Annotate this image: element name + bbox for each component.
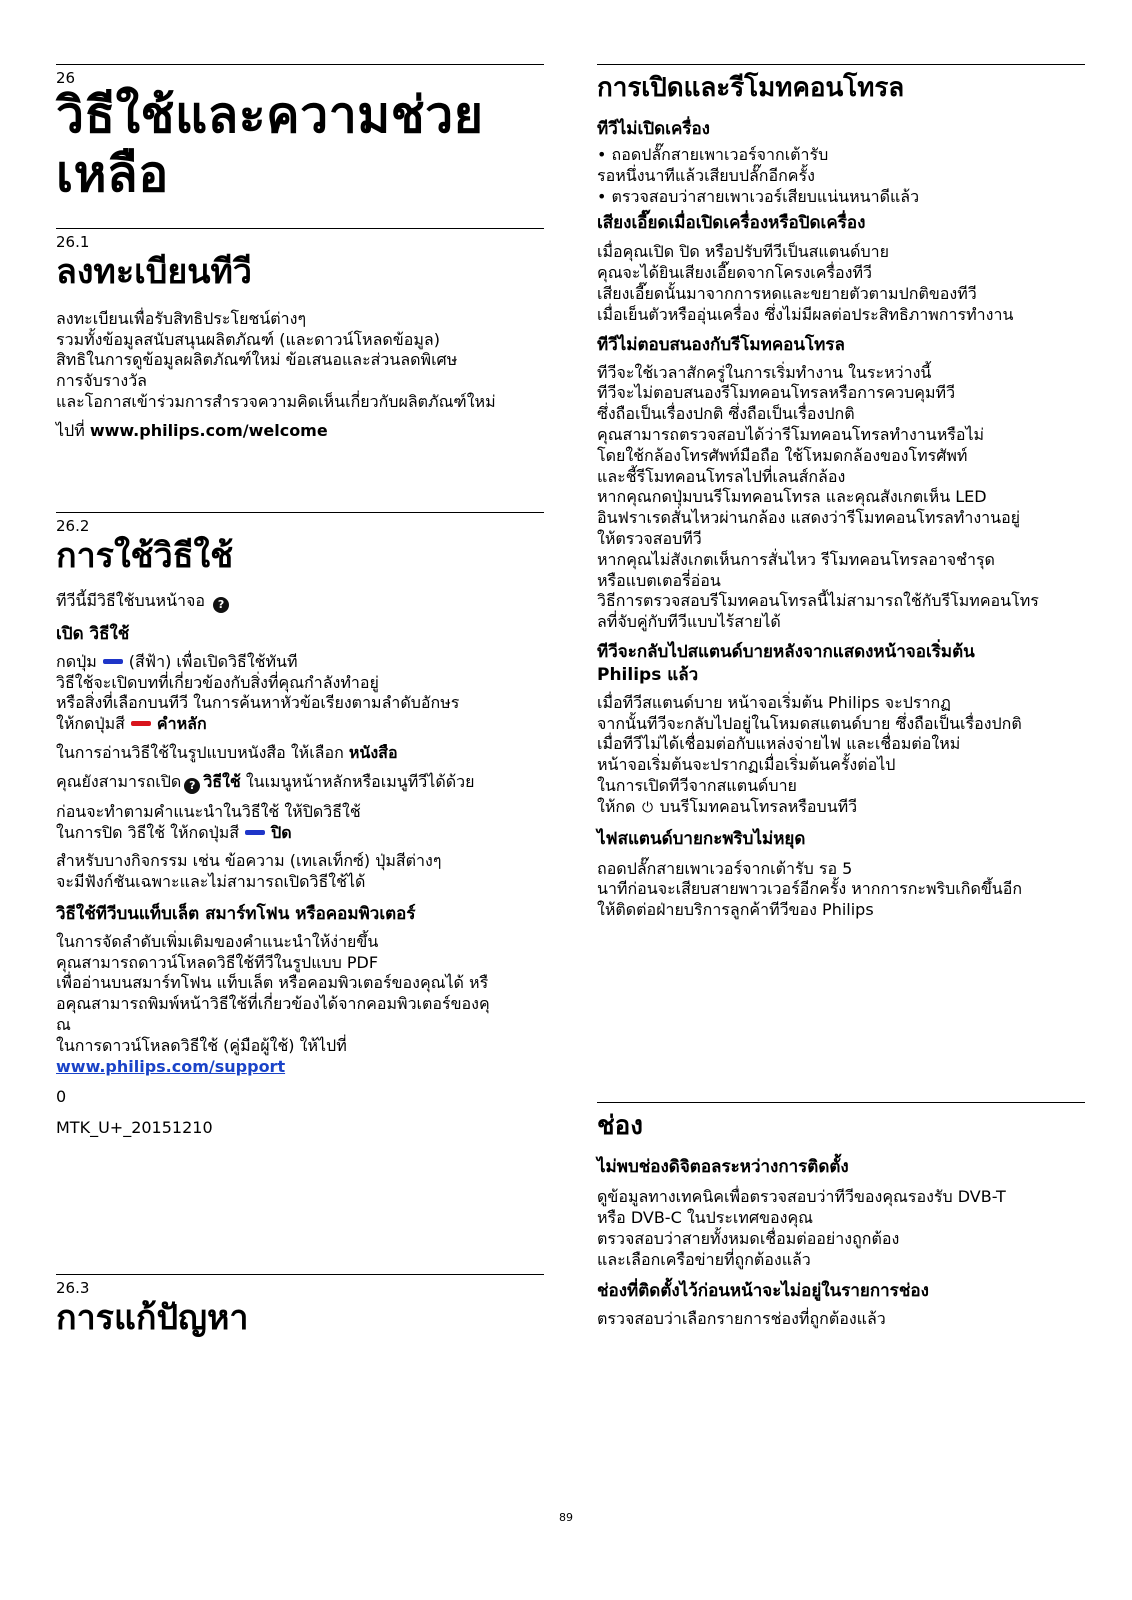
tablet-heading: วิธีใช้ทีวีบนแท็บเล็ต สมาร์ทโฟน หรือคอมพิวเตอร์ bbox=[56, 903, 416, 924]
section-number: 26.3 bbox=[56, 1279, 90, 1297]
version-text: MTK_U+_20151210 bbox=[56, 1118, 213, 1138]
text-line bbox=[56, 652, 544, 673]
channels-missing-heading: ช่องที่ติดตั้งไว้ก่อนหน้าจะไม่อยู่ในรายการช่อง bbox=[597, 1281, 929, 1302]
text-line: ให้ตรวจสอบทีวี bbox=[597, 528, 702, 548]
help-question-icon: ? bbox=[213, 597, 229, 613]
creak-heading: เสียงเอี๊ยดเมื่อเปิดเครื่องหรือปิดเครื่อง bbox=[597, 212, 866, 233]
text-line: ก่อนจะทำตามคำแนะนำในวิธีใช้ ให้ปิดวิธีใช้ bbox=[56, 801, 361, 821]
close-label: ปิด bbox=[271, 822, 292, 842]
divider bbox=[597, 64, 1085, 65]
text-line: หากคุณไม่สังเกตเห็นการสั่นไหว รีโมทคอนโทรลอาจชำรุด bbox=[597, 549, 995, 569]
remote-no-response-heading: ทีวีไม่ตอบสนองกับรีโมทคอนโทรล bbox=[597, 334, 845, 355]
text-line: ถอดปลั๊กสายเพาเวอร์จากเต้ารับ รอ 5 bbox=[597, 858, 853, 878]
text-line: เพื่ออ่านบนสมาร์ทโฟน แท็บเล็ต หรือคอมพิวเตอร์ของคุณได้ หรื bbox=[56, 973, 489, 993]
book-line bbox=[56, 743, 544, 764]
text: ในเมนูหน้าหลักหรือเมนูทีวีได้ด้วย bbox=[240, 771, 475, 791]
register-paragraph bbox=[56, 309, 544, 413]
standby-blink-heading: ไฟสแตนด์บายกะพริบไม่หยุด bbox=[597, 828, 806, 849]
standby-blink-paragraph bbox=[597, 859, 1085, 921]
text-line: นาทีก่อนจะเสียบสายพาวเวอร์อีกครั้ง หากการกะพริบเกิดขึ้นอีก bbox=[597, 879, 1023, 899]
text-line: ลงทะเบียนเพื่อรับสิทธิประโยชน์ต่างๆ bbox=[56, 308, 307, 328]
text-line: และเลือกเครือข่ายที่ถูกต้องแล้ว bbox=[597, 1249, 811, 1269]
section-title: การใช้วิธีใช้ bbox=[56, 536, 234, 576]
channels-section bbox=[597, 1102, 1085, 1330]
text-line: หรือสิ่งที่เลือกบนทีวี ในการค้นหาหัวข้อเรียงตามลำดับอักษร bbox=[56, 693, 460, 713]
text-line: และโอกาสเข้าร่วมการสำรวจความคิดเห็นเกี่ยวกับผลิตภัณฑ์ใหม่ bbox=[56, 391, 496, 411]
text: (สีฟ้า) เพื่อเปิดวิธีใช้ทันที bbox=[128, 651, 298, 671]
remote-no-response-paragraph bbox=[597, 363, 1085, 633]
text-line: การจับรางวัล bbox=[56, 371, 147, 391]
support-link[interactable]: www.philips.com/support bbox=[56, 1056, 286, 1076]
text-line: ทีวีจะไม่ตอบสนองรีโมทคอนโทรลหรือการควบคุมทีวี bbox=[597, 383, 956, 403]
text-line: ลที่จับคู่กับทีวีแบบไร้สายได้ bbox=[597, 612, 781, 632]
text-line: จากนั้นทีวีจะกลับไปอยู่ในโหมดสแตนด์บาย ซึ่งถือเป็นเรื่องปกติ bbox=[597, 713, 1022, 733]
text-line: ซึ่งถือเป็นเรื่องปกติ ซึ่งถือเป็นเรื่องปกติ bbox=[597, 404, 855, 424]
channels-section-title: ช่อง bbox=[597, 1111, 643, 1141]
text-line: วิธีการตรวจสอบรีโมทคอนโทรลนี้ไม่สามารถใช้กับรีโมทคอนโทร bbox=[597, 591, 1039, 611]
text-line: จะมีฟังก์ชันเฉพาะและไม่สามารถเปิดวิธีใช้ได้ bbox=[56, 872, 366, 892]
text-line: ทีวีจะใช้เวลาสักครู่ในการเริ่มทำงาน ในระหว่างนี้ bbox=[597, 362, 932, 382]
no-digital-paragraph bbox=[597, 1187, 1085, 1270]
text-line: ตรวจสอบว่าสายทั้งหมดเชื่อมต่ออย่างถูกต้อง bbox=[597, 1228, 900, 1248]
blue-key-icon bbox=[103, 659, 123, 664]
text-line: รอหนึ่งนาทีแล้วเสียบปลั๊กอีกครั้ง bbox=[597, 165, 815, 185]
text: กดปุ่ม bbox=[56, 651, 97, 671]
text-line: และชี้รีโมทคอนโทรลไปที่เลนส์กล้อง bbox=[597, 466, 846, 486]
intro-line bbox=[56, 591, 544, 613]
standby-after-logo-heading bbox=[597, 641, 1085, 687]
section-number: 26.2 bbox=[56, 517, 90, 535]
remote-section bbox=[597, 64, 1085, 921]
chapter-title-line: เหลือ bbox=[56, 145, 169, 203]
text-line: วิธีใช้จะเปิดบทที่เกี่ยวข้องกับสิ่งที่คุณกำลังทำอยู่ bbox=[56, 672, 379, 692]
zero-text: 0 bbox=[56, 1087, 67, 1107]
text-line: ในการเปิดทีวีจากสแตนด์บาย bbox=[597, 776, 797, 795]
page-number: 89 bbox=[559, 1511, 573, 1524]
text-line: คุณจะได้ยินเสียงเอี๊ยดจากโครงเครื่องทีวี bbox=[597, 263, 872, 283]
section-title: ลงทะเบียนทีวี bbox=[56, 252, 252, 292]
no-digital-heading: ไม่พบช่องดิจิตอลระหว่างการติดตั้ง bbox=[597, 1157, 849, 1178]
open-help-paragraph bbox=[56, 652, 544, 735]
text: ในการปิด วิธีใช้ ให้กดปุ่มสี bbox=[56, 822, 240, 842]
power-icon: ⏻ bbox=[641, 799, 654, 816]
text-line: ให้ติดต่อฝ่ายบริการลูกค้าทีวีของ Philips bbox=[597, 900, 874, 920]
text: ในการอ่านวิธีใช้ในรูปแบบหนังสือ ให้เลือก bbox=[56, 742, 349, 762]
divider bbox=[56, 64, 544, 65]
text-line: • ตรวจสอบว่าสายเพาเวอร์เสียบแน่นหนาดีแล้ว bbox=[597, 186, 920, 206]
text: บนรีโมทคอนโทรลหรือบนทีวี bbox=[659, 796, 858, 816]
chapter-title-line: วิธีใช้และความช่วย bbox=[56, 86, 484, 144]
text-line: ในการจัดลำดับเพิ่มเติมของคำแนะนำให้ง่ายขึ้น bbox=[56, 931, 379, 951]
text-line: เมื่อทีวีสแตนด์บาย หน้าจอเริ่มต้น Philips จะปรากฏ bbox=[597, 692, 951, 712]
tv-no-power-heading: ทีวีไม่เปิดเครื่อง bbox=[597, 119, 710, 140]
heading-line: ทีวีจะกลับไปสแตนด์บายหลังจากแสดงหน้าจอเริ่มต้น bbox=[597, 641, 975, 662]
text-line: อคุณสามารถพิมพ์หน้าวิธีใช้ที่เกี่ยวข้องได้จากคอมพิวเตอร์ของคุ bbox=[56, 994, 490, 1014]
remote-section-title: การเปิดและรีโมทคอนโทรล bbox=[597, 73, 905, 103]
color-keys-note bbox=[56, 851, 544, 893]
help-label: วิธีใช้ bbox=[203, 771, 241, 791]
text-line: สิทธิในการดูข้อมูลผลิตภัณฑ์ใหม่ ข้อเสนอและส่วนลดพิเศษ bbox=[56, 350, 458, 370]
standby-after-logo-paragraph bbox=[597, 693, 1085, 818]
text-line bbox=[56, 823, 544, 844]
text-line: เมื่อทีวีไม่ได้เชื่อมต่อกับแหล่งจ่ายไฟ และเชื่อมต่อใหม่ bbox=[597, 734, 961, 754]
text-line: หรือแบตเตอรี่อ่อน bbox=[597, 570, 721, 590]
text-line: หน้าจอเริ่มต้นจะปรากฏเมื่อเริ่มต้นครั้งต่อไป bbox=[597, 755, 896, 775]
text-line: คุณสามารถดาวน์โหลดวิธีใช้ทีวีในรูปแบบ PDF bbox=[56, 952, 379, 972]
text: ให้กด bbox=[597, 796, 636, 816]
text-line: คุณสามารถตรวจสอบได้ว่ารีโมทคอนโทรลทำงานหรือไม่ bbox=[597, 424, 985, 444]
tv-no-power-paragraph bbox=[597, 145, 1085, 207]
section-26-3 bbox=[56, 1274, 544, 1339]
welcome-url[interactable]: www.philips.com/welcome bbox=[89, 420, 328, 440]
close-help-paragraph bbox=[56, 802, 544, 844]
text-line bbox=[56, 714, 544, 735]
text-line: สำหรับบางกิจกรรม เช่น ข้อความ (เทเลเท็กซ์) ปุ่มสีต่างๆ bbox=[56, 851, 442, 871]
section-number: 26.1 bbox=[56, 233, 90, 251]
chapter-number: 26 bbox=[56, 69, 76, 87]
text-line: เมื่อเย็นตัวหรืออุ่นเครื่อง ซึ่งไม่มีผลต่อประสิทธิภาพการทำงาน bbox=[597, 304, 1014, 324]
text: ให้กดปุ่มสี bbox=[56, 714, 125, 734]
text-line: ดูข้อมูลทางเทคนิคเพื่อตรวจสอบว่าทีวีของคุณรองรับ DVB-T bbox=[597, 1187, 1006, 1207]
divider bbox=[56, 228, 544, 229]
text: คุณยังสามารถเปิด bbox=[56, 771, 182, 791]
divider bbox=[56, 1274, 544, 1275]
text-line: เสียงเอี๊ยดนั้นมาจากการหดและขยายตัวตามปกติของทีวี bbox=[597, 284, 977, 304]
text-line: เมื่อคุณเปิด ปิด หรือปรับทีวีเป็นสแตนด์บาย bbox=[597, 242, 889, 262]
text-line: • ถอดปลั๊กสายเพาเวอร์จากเต้ารับ bbox=[597, 145, 829, 165]
keywords-label: คำหลัก bbox=[156, 714, 207, 734]
text-line: หรือ DVB-C ในประเทศของคุณ bbox=[597, 1207, 813, 1227]
divider bbox=[56, 512, 544, 513]
text-line: ณ bbox=[56, 1015, 71, 1035]
creak-paragraph bbox=[597, 242, 1085, 325]
section-26-1 bbox=[56, 228, 544, 442]
section-title: การแก้ปัญหา bbox=[56, 1298, 249, 1338]
intro-text: ทีวีนี้มีวิธีใช้บนหน้าจอ bbox=[56, 590, 205, 610]
text-line bbox=[597, 797, 1085, 818]
goto-welcome bbox=[56, 421, 544, 442]
text-line: ในการดาวน์โหลดวิธีใช้ (คู่มือผู้ใช้) ให้ไปที่ bbox=[56, 1035, 347, 1055]
goto-prefix: ไปที่ bbox=[56, 420, 90, 440]
chapter-title bbox=[56, 86, 544, 204]
text-line: อินฟราเรดสั่นไหวผ่านกล้อง แสดงว่ารีโมทคอนโทรลทำงานอยู่ bbox=[597, 508, 1021, 528]
text-line: รวมทั้งข้อมูลสนับสนุนผลิตภัณฑ์ (และดาวน์โหลดข้อมูล) bbox=[56, 329, 440, 349]
open-help-heading: เปิด วิธีใช้ bbox=[56, 623, 130, 644]
blue-key-icon bbox=[245, 830, 265, 835]
text-line: หากคุณกดปุ่มบนรีโมทคอนโทรล และคุณสังเกตเห็น LED bbox=[597, 487, 987, 507]
text-line: โดยใช้กล้องโทรศัพท์มือถือ ใช้โหมดกล้องของโทรศัพท์ bbox=[597, 445, 968, 465]
tablet-paragraph bbox=[56, 932, 544, 1078]
chapter-header bbox=[56, 64, 544, 204]
heading-line: Philips แล้ว bbox=[597, 664, 699, 685]
section-26-2 bbox=[56, 512, 544, 1139]
red-key-icon bbox=[131, 721, 151, 726]
also-line bbox=[56, 772, 544, 794]
book-label: หนังสือ bbox=[348, 742, 398, 762]
channels-missing-text: ตรวจสอบว่าเลือกรายการช่องที่ถูกต้องแล้ว bbox=[597, 1309, 886, 1329]
divider bbox=[597, 1102, 1085, 1103]
help-question-icon: ? bbox=[184, 778, 200, 794]
